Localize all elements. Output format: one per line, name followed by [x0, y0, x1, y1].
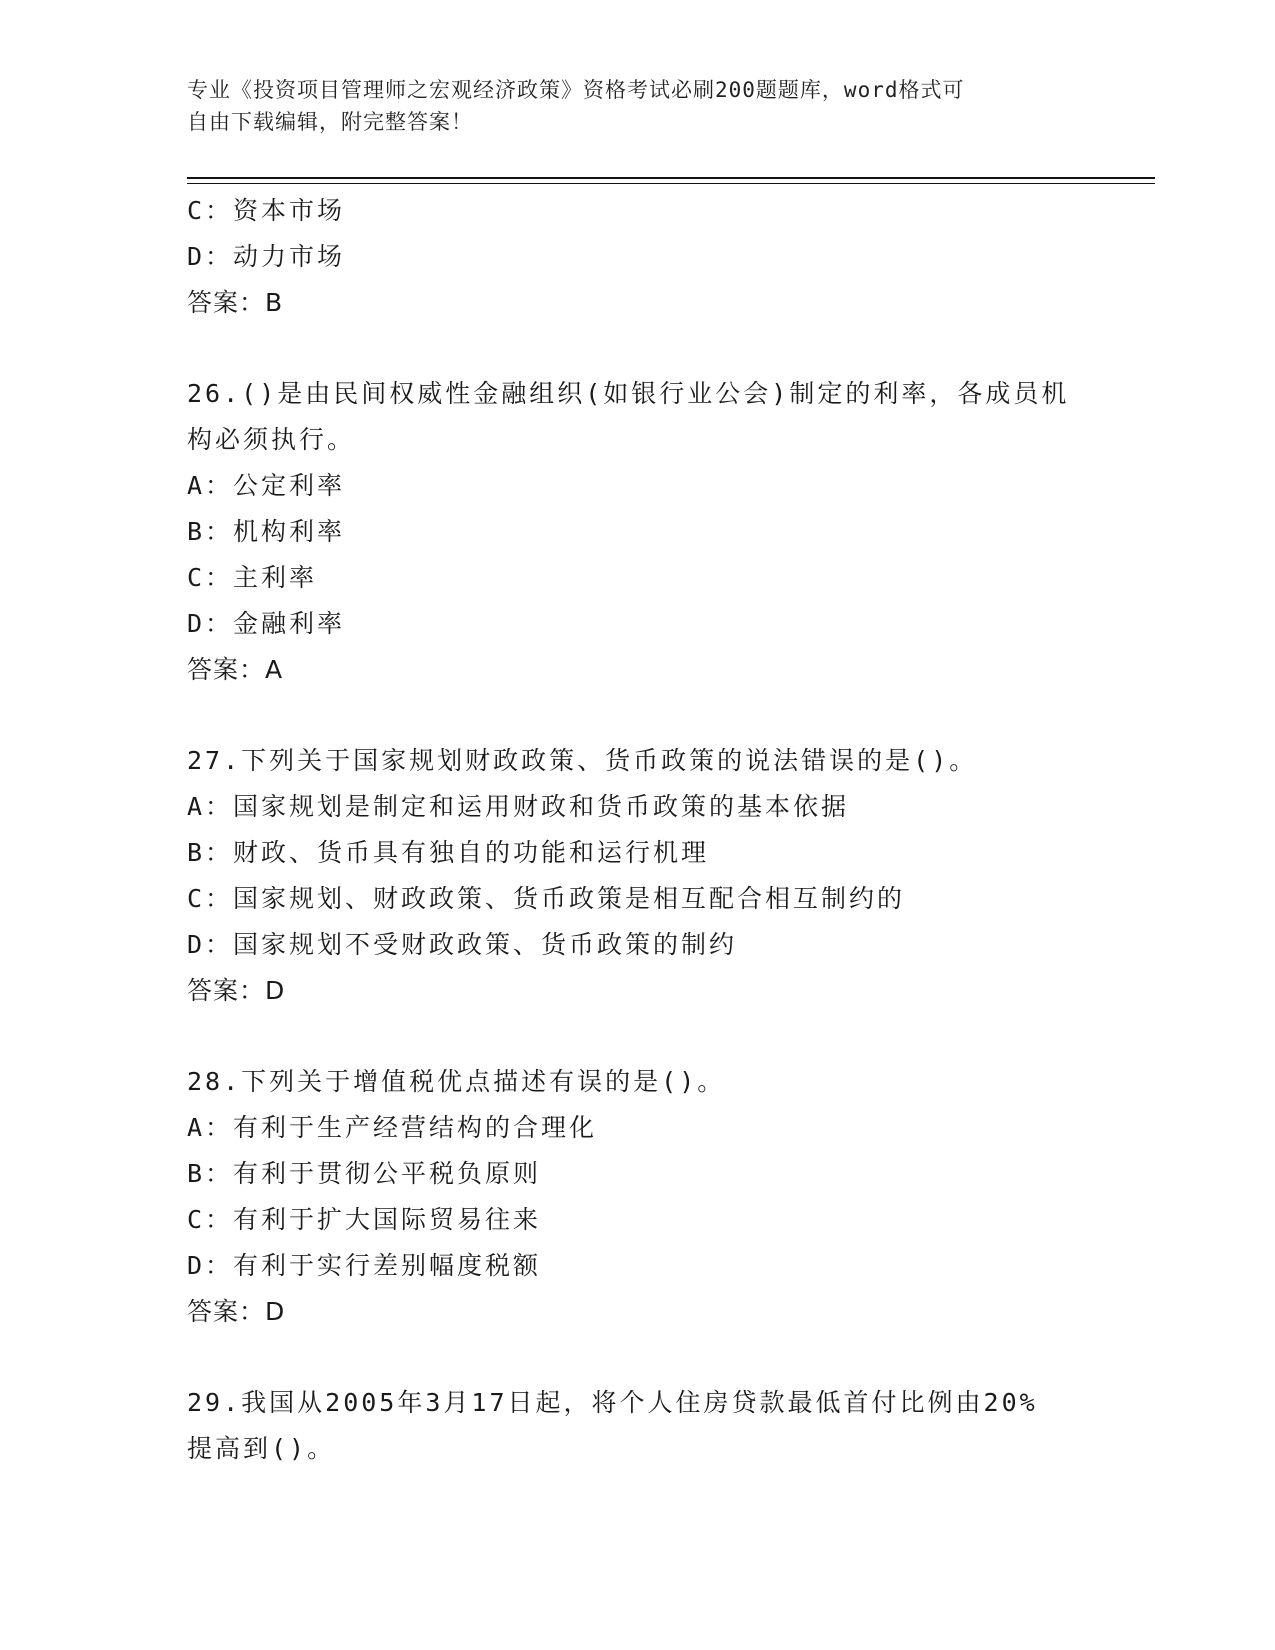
option-d: D：动力市场	[187, 242, 346, 271]
question-stem: 28.下列关于增值税优点描述有误的是()。	[187, 1067, 726, 1096]
spacer	[187, 326, 1087, 371]
header-divider-thin	[187, 183, 1155, 184]
answer-label: 答案：D	[187, 976, 286, 1005]
option-b: B：机构利率	[187, 517, 346, 546]
answer-label: 答案：B	[187, 288, 284, 317]
spacer	[187, 1335, 1087, 1380]
option-c: C：主利率	[187, 563, 318, 592]
option-a: A：有利于生产经营结构的合理化	[187, 1113, 598, 1142]
option-c: C：国家规划、财政政策、货币政策是相互配合相互制约的	[187, 884, 906, 913]
option-b: B：有利于贯彻公平税负原则	[187, 1159, 542, 1188]
header-title-line-1: 专业《投资项目管理师之宏观经济政策》资格考试必刷200题题库，word格式可	[187, 78, 965, 102]
answer-label: 答案：A	[187, 655, 284, 684]
question-stem-continued: 提高到()。	[187, 1434, 336, 1463]
header-title-line-2: 自由下载编辑，附完整答案！	[187, 110, 473, 134]
option-c: C：有利于扩大国际贸易往来	[187, 1205, 542, 1234]
option-d: D：有利于实行差别幅度税额	[187, 1251, 542, 1280]
question-content	[187, 188, 1087, 1472]
option-b: B：财政、货币具有独自的功能和运行机理	[187, 838, 710, 867]
page-header	[187, 74, 1077, 138]
question-stem-continued: 构必须执行。	[187, 425, 356, 454]
header-divider-thick	[187, 177, 1155, 179]
question-stem: 26.()是由民间权威性金融组织(如银行业公会)制定的利率，各成员机	[187, 379, 1070, 408]
option-d: D：金融利率	[187, 609, 346, 638]
question-28	[187, 1059, 1087, 1335]
question-27	[187, 738, 1087, 1014]
question-stem: 27.下列关于国家规划财政政策、货币政策的说法错误的是()。	[187, 746, 978, 775]
spacer	[187, 693, 1087, 738]
question-29	[187, 1380, 1087, 1472]
answer-label: 答案：D	[187, 1297, 286, 1326]
option-a: A：国家规划是制定和运用财政和货币政策的基本依据	[187, 792, 850, 821]
question-25	[187, 188, 1087, 326]
option-c: C：资本市场	[187, 196, 346, 225]
option-d: D：国家规划不受财政政策、货币政策的制约	[187, 930, 738, 959]
question-26	[187, 371, 1087, 693]
spacer	[187, 1014, 1087, 1059]
question-stem: 29.我国从2005年3月17日起，将个人住房贷款最低首付比例由20%	[187, 1388, 1038, 1417]
option-a: A：公定利率	[187, 471, 346, 500]
